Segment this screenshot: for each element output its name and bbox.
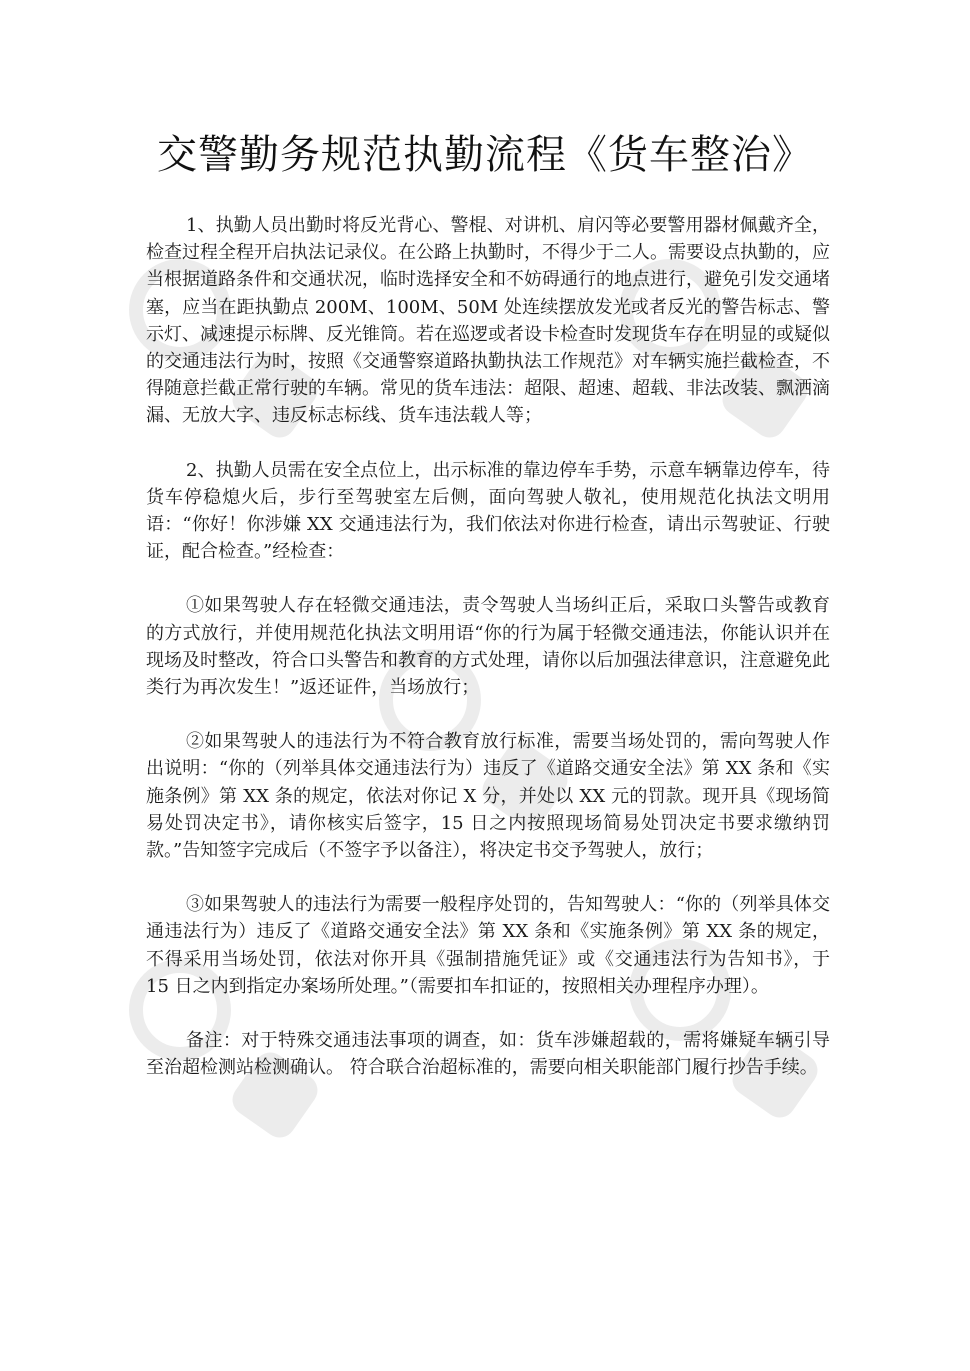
document-title: 交警勤务规范执勤流程《货车整治》 bbox=[157, 132, 813, 178]
document-body bbox=[146, 212, 830, 1108]
paragraph-3: ①如果驾驶人存在轻微交通违法，责令驾驶人当场纠正后，采取口头警告或教育的方式放行，并使用规范化执法文明用语“你的行为属于轻微交通违法，你能认识并在现场及时整改，符合口头警告和教育的方式处理，请你以后加强法律意识，注意避免此类行为再次发生！”返还证件，当场放行； bbox=[146, 595, 830, 699]
paragraph-1: 1、执勤人员出勤时将反光背心、警棍、对讲机、肩闪等必要警用器材佩戴齐全，检查过程全程开启执法记录仪。在公路上执勤时，不得少于二人。需要设点执勤的，应当根据道路条件和交通状况，临时选择安全和不妨碍通行的地点进行，避免引发交通堵塞，应当在距执勤点 200M、100M、50M 处连续摆放发光或者反光的警告标志、警示灯、减速提示标牌、反光锥筒。若在巡逻或者设卡检查时发现货车存在明显的或疑似的交通违法行为时，按照《交通警察道路执勤执法工作规范》对车辆实施拦截检查，不得随意拦截正常行驶的车辆。常见的货车违法：超限、超速、超载、非法改装、飘洒滴漏、无放大字、违反标志标线、货车违法载人等； bbox=[146, 215, 830, 427]
paragraph-note: 备注：对于特殊交通违法事项的调查，如：货车涉嫌超载的，需将嫌疑车辆引导至治超检测站检测确认。 符合联合治超标准的，需要向相关职能部门履行抄告手续。 bbox=[146, 1030, 830, 1079]
paragraph-2: 2、执勤人员需在安全点位上，出示标准的靠边停车手势，示意车辆靠边停车，待货车停稳熄火后，步行至驾驶室左后侧，面向驾驶人敬礼，使用规范化执法文明用语：“你好！你涉嫌 XX 交通违法行为，我们依法对你进行检查，请出示驾驶证、行驶证，配合检查。”经检查： bbox=[146, 459, 830, 563]
paragraph-5: ③如果驾驶人的违法行为需要一般程序处罚的，告知驾驶人：“你的（列举具体交通违法行为）违反了《道路交通安全法》第 XX 条和《实施条例》第 XX 条的规定，不得采用当场处罚，依法对你开具《强制措施凭证》或《交通违法行为告知书》，于 15 日之内到指定办案场所处理。”（需要扣车扣证的，按照相关办理程序办理）。 bbox=[146, 894, 830, 997]
paragraph-4: ②如果驾驶人的违法行为不符合教育放行标准，需要当场处罚的，需向驾驶人作出说明：“你的（列举具体交通违法行为）违反了《道路交通安全法》第 XX 条和《实施条例》第 XX 条的规定，依法对你记 X 分，并处以 XX 元的罚款。现开具《现场简易处罚决定书》，请你核实后签字，15 日之内按照现场简易处罚决定书要求缴纳罚款。”告知签字完成后（不签字予以备注），将决定书交予驾驶人，放行； bbox=[146, 731, 830, 862]
